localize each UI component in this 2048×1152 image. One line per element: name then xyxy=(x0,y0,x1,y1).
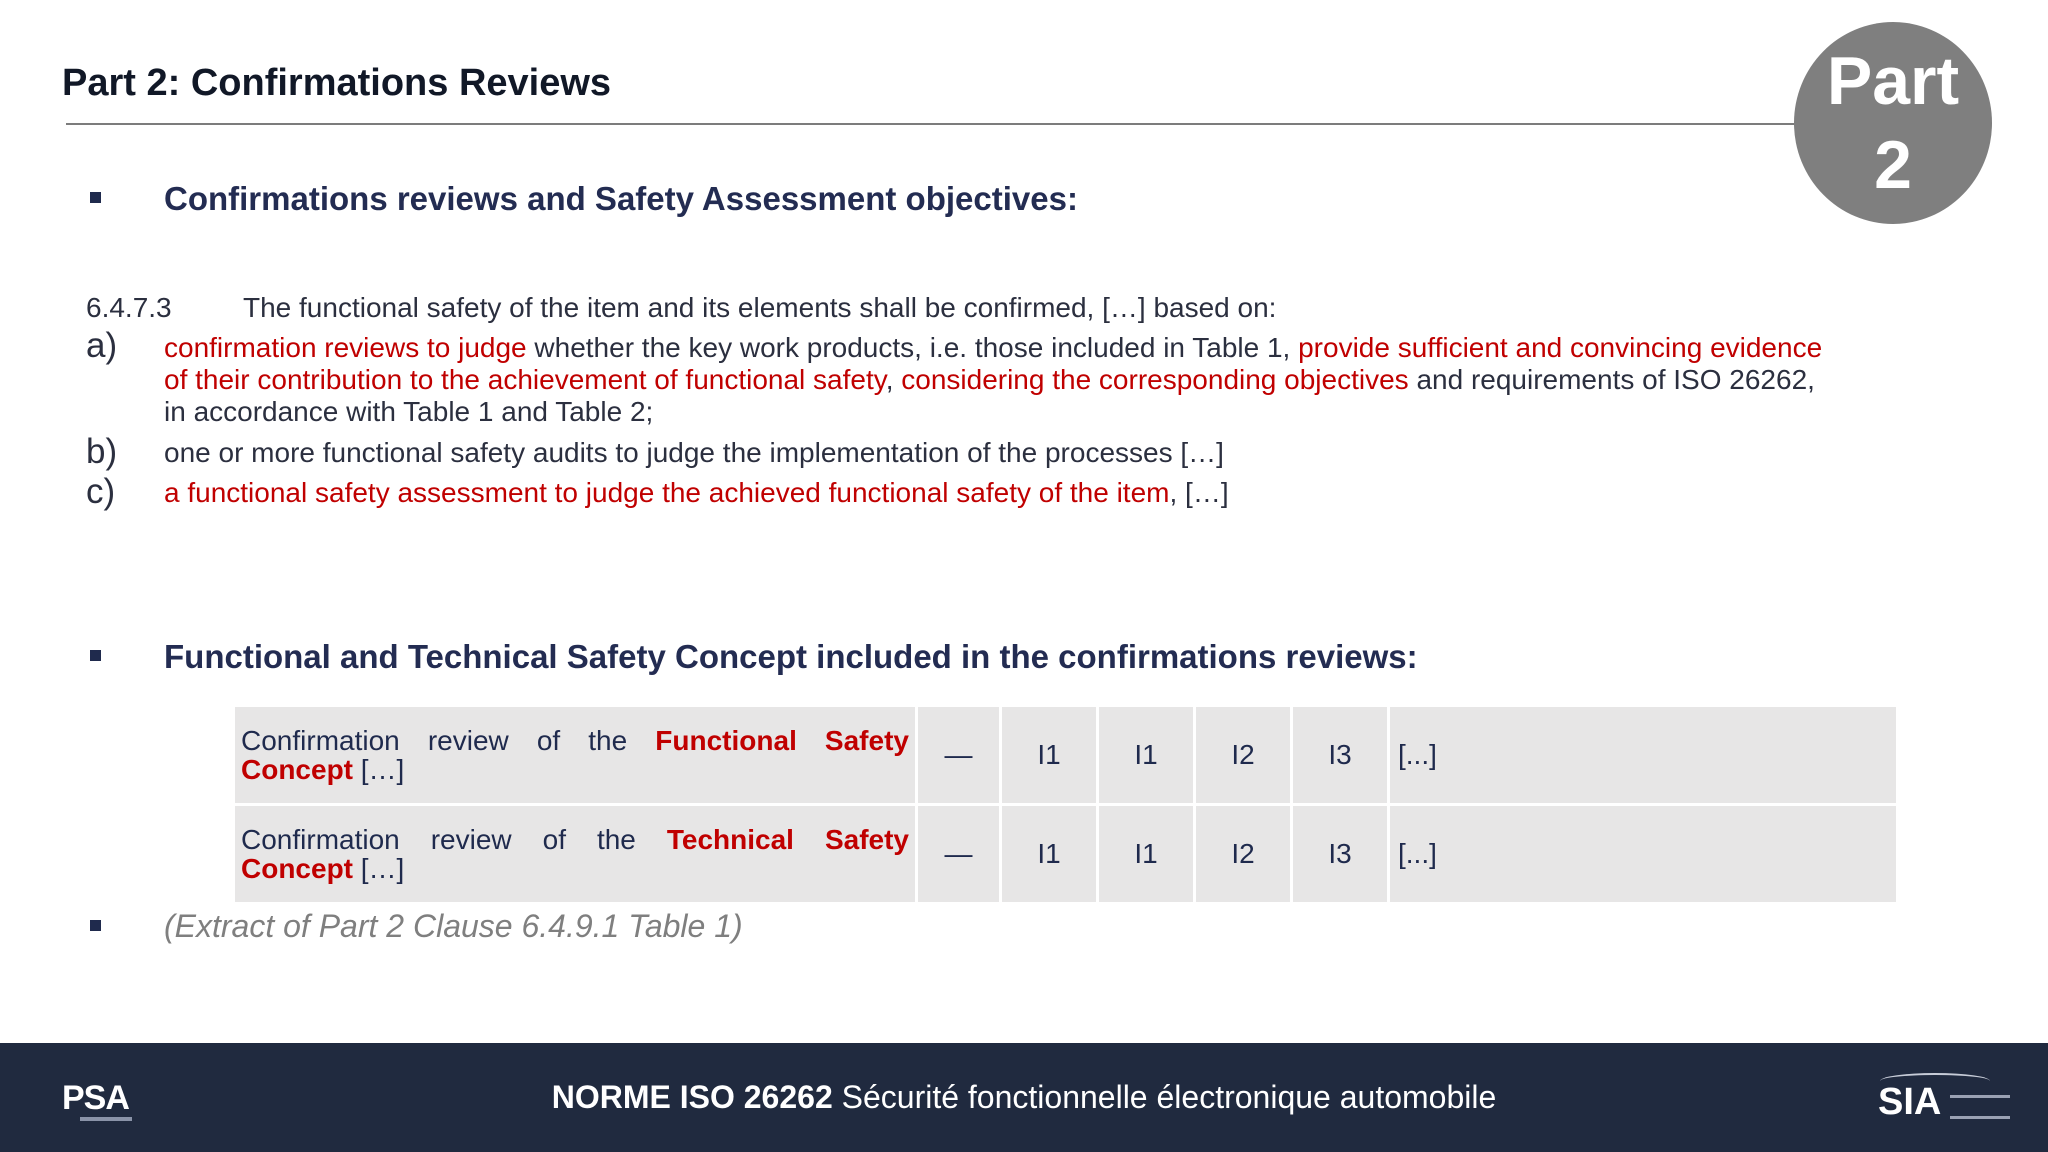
table-cell: I2 xyxy=(1196,806,1290,902)
item-a-highlight1: confirmation reviews to judge xyxy=(164,332,527,363)
item-a-highlight3: of their contribution to the achievement of functional safety xyxy=(164,364,886,395)
bullet-icon xyxy=(90,650,101,661)
table-cell: [...] xyxy=(1390,707,1896,803)
row-desc-line2 xyxy=(241,755,909,784)
badge-line2: 2 xyxy=(1874,127,1912,203)
section-heading-objectives: Confirmations reviews and Safety Assessment objectives: xyxy=(164,180,1078,217)
item-a-line1 xyxy=(164,332,1822,364)
item-letter-b: b) xyxy=(86,432,118,471)
item-letter-a: a) xyxy=(86,326,118,365)
page-title: Part 2: Confirmations Reviews xyxy=(62,62,612,104)
table-cell: I1 xyxy=(1099,707,1193,803)
table-cell: — xyxy=(918,806,999,902)
item-b-text: one or more functional safety audits to judge the implementation of the processes […] xyxy=(164,437,1224,468)
bullet-icon xyxy=(90,920,101,931)
clause-number: 6.4.7.3 xyxy=(86,292,172,323)
item-a-line2 xyxy=(164,364,1815,396)
clause-text: The functional safety of the item and its elements shall be confirmed, […] based on: xyxy=(243,292,1277,323)
footer-title xyxy=(0,1079,2048,1116)
sia-logo-tagline-icon xyxy=(1950,1095,2010,1119)
item-c-line xyxy=(164,477,1229,509)
item-a-line3: in accordance with Table 1 and Table 2; xyxy=(164,396,654,427)
table-cell: I3 xyxy=(1293,806,1387,902)
part-badge xyxy=(1794,22,1992,224)
row-desc-line2 xyxy=(241,854,909,883)
table-row xyxy=(235,806,1896,902)
badge-line1: Part xyxy=(1826,43,1960,119)
table-cell: I1 xyxy=(1099,806,1193,902)
item-a-text3: and requirements of ISO 26262, xyxy=(1408,364,1815,395)
table-cell: I1 xyxy=(1002,806,1096,902)
section-heading-concepts: Functional and Technical Safety Concept included in the confirmations reviews: xyxy=(164,638,1418,675)
table-cell: — xyxy=(918,707,999,803)
row-description xyxy=(235,806,915,902)
row-desc-concept-word: Concept xyxy=(241,853,353,884)
item-letter-c: c) xyxy=(86,472,116,511)
row-desc-concept: Functional Safety xyxy=(655,725,909,756)
row-desc-prefix: Confirmation review of the xyxy=(241,725,656,756)
item-a-text1: whether the key work products, i.e. those included in Table 1, xyxy=(526,332,1299,363)
table-cell: I1 xyxy=(1002,707,1096,803)
item-a-highlight2: provide sufficient and convincing evidence xyxy=(1298,332,1823,363)
footer-subtitle: Sécurité fonctionnelle électronique automobile xyxy=(832,1079,1497,1115)
footer-norm: NORME ISO 26262 xyxy=(551,1079,833,1115)
table-cell: I3 xyxy=(1293,707,1387,803)
row-description xyxy=(235,707,915,803)
table-row xyxy=(235,707,1896,803)
item-c-highlight: a functional safety assessment to judge the achieved functional safety of the item xyxy=(164,477,1170,508)
extract-note: (Extract of Part 2 Clause 6.4.9.1 Table 1) xyxy=(164,908,743,944)
sia-logo: SIA xyxy=(1878,1081,1942,1123)
title-divider xyxy=(66,123,1806,125)
footer-bar xyxy=(0,1043,2048,1152)
row-desc-suffix: […] xyxy=(353,754,405,785)
table-cell: I2 xyxy=(1196,707,1290,803)
item-a-highlight4: considering the corresponding objectives xyxy=(901,364,1409,395)
confirmation-review-table xyxy=(232,704,1899,905)
row-desc-suffix: […] xyxy=(353,853,405,884)
row-desc-concept: Technical Safety xyxy=(666,824,909,855)
item-a-text2: , xyxy=(885,364,902,395)
table-cell: [...] xyxy=(1390,806,1896,902)
row-desc-concept-word: Concept xyxy=(241,754,353,785)
bullet-icon xyxy=(90,192,101,203)
psa-logo-underline xyxy=(80,1117,132,1121)
row-desc-prefix: Confirmation review of the xyxy=(241,824,667,855)
psa-logo: PSA xyxy=(62,1079,129,1117)
item-c-rest: , […] xyxy=(1169,477,1229,508)
